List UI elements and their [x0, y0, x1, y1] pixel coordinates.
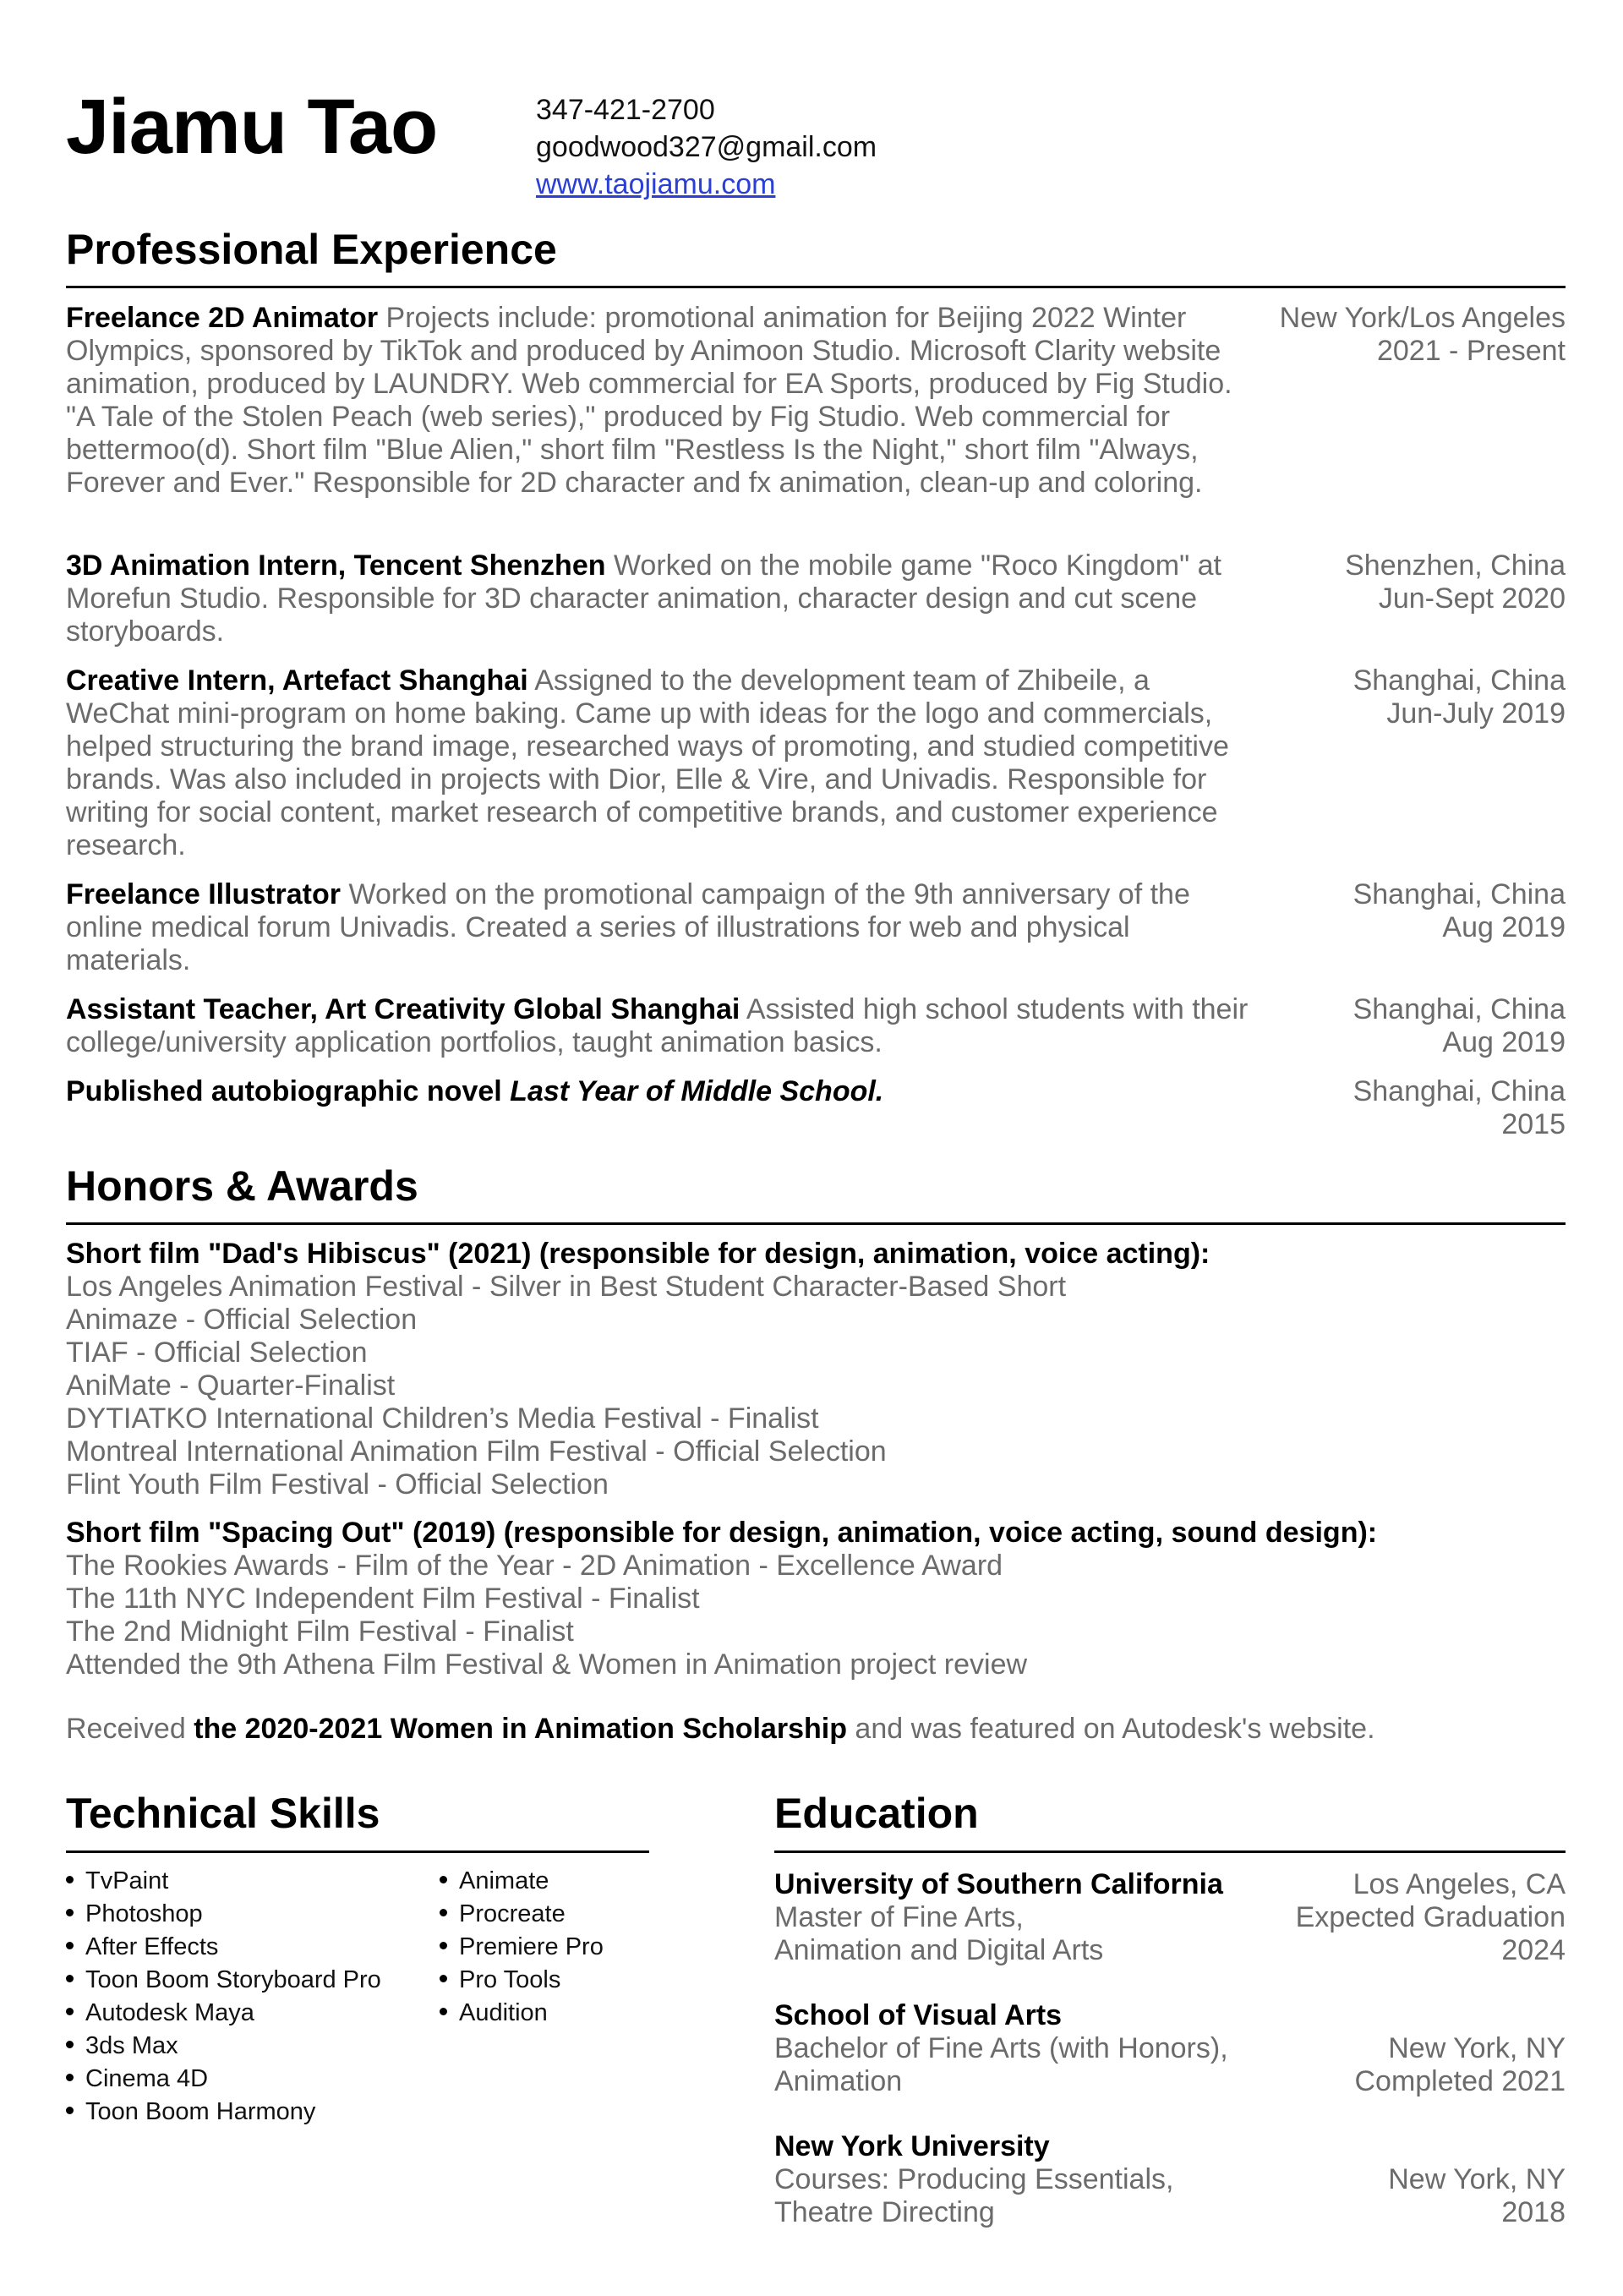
bullet-icon	[66, 1909, 74, 1916]
skill-item	[66, 1931, 381, 1964]
skill-item	[66, 2063, 381, 2096]
job-date: 2021 - Present	[1376, 335, 1566, 367]
skills-heading: Technical Skills	[66, 1790, 380, 1837]
contact-info	[536, 91, 877, 203]
award-item: Los Angeles Animation Festival - Silver in Best Student Character-Based Short	[66, 1271, 1067, 1303]
job-details: Projects include: promotional animation for Beijing 2022 Winter Olympics, sponsored by TikTok and produced by Animoon Studio. Microsoft Clarity website animation, produced by LAUNDRY. Web commercial for EA Sports, produced by Fig Studio. "A Tale of the Stolen Peach (web series)," produced by Fig Studio. Web commercial for bettermoo(d). Short film "Blue Alien," short film "Restless Is the Night," short film "Always, Forever and Ever." Responsible for 2D character and fx animation, clean-up and coloring.	[66, 302, 1232, 499]
honors-divider	[66, 1222, 1566, 1225]
skill-label: 3ds Max	[85, 2032, 178, 2059]
degree-line: Animation and Digital Arts	[774, 1934, 1104, 1966]
education-entry	[774, 1999, 1566, 2101]
bullet-icon	[440, 1876, 447, 1883]
job-date: 2015	[1501, 1108, 1566, 1140]
job-location: Shenzhen, China	[1345, 549, 1566, 582]
degree-line: Courses: Producing Essentials,	[774, 2163, 1174, 2195]
education-location: Los Angeles, CA	[1352, 1868, 1566, 1900]
skill-item	[66, 1865, 381, 1898]
degree-line: Bachelor of Fine Arts (with Honors),	[774, 2032, 1228, 2064]
job-entry	[66, 302, 1566, 533]
skill-label: Procreate	[459, 1900, 566, 1927]
award-item: Montreal International Animation Film Festival - Official Selection	[66, 1435, 887, 1468]
job-description	[66, 302, 1249, 500]
education-divider	[774, 1850, 1566, 1853]
job-details: Worked on the mobile game "Roco Kingdom" at Morefun Studio. Responsible for 3D character animation, character design and cut scene storyboards.	[66, 549, 1221, 648]
bullet-icon	[440, 1975, 447, 1982]
skill-item	[440, 1964, 604, 1997]
bullet-icon	[440, 1909, 447, 1916]
education-meta	[1354, 2032, 1566, 2098]
skill-label: Photoshop	[85, 1900, 203, 1927]
education-heading: Education	[774, 1790, 979, 1837]
job-role: 3D Animation Intern, Tencent Shenzhen	[66, 549, 606, 582]
award-item: The 2nd Midnight Film Festival - Finalist	[66, 1615, 574, 1648]
job-role: Creative Intern, Artefact Shanghai	[66, 664, 528, 697]
job-location: Shanghai, China	[1352, 993, 1566, 1025]
job-meta	[1353, 664, 1566, 730]
job-location: Shanghai, China	[1352, 878, 1566, 910]
experience-divider	[66, 286, 1566, 288]
award-group	[66, 1517, 1566, 1681]
award-item: The Rookies Awards - Film of the Year - 2D Animation - Excellence Award	[66, 1550, 1003, 1582]
school-name: School of Visual Arts	[774, 1999, 1063, 2031]
job-date: Aug 2019	[1442, 911, 1566, 943]
job-entry	[66, 878, 1566, 977]
award-item: AniMate - Quarter-Finalist	[66, 1369, 396, 1402]
degree-line: Theatre Directing	[774, 2196, 995, 2228]
job-description	[66, 549, 1249, 648]
job-meta	[1353, 993, 1566, 1059]
skill-label: Animate	[459, 1867, 549, 1894]
bullet-icon	[66, 2107, 74, 2114]
job-location: New York/Los Angeles	[1279, 302, 1566, 334]
award-item: DYTIATKO International Children’s Media Festival - Finalist	[66, 1402, 819, 1435]
education-location: New York, NY	[1388, 2032, 1566, 2064]
skill-label: Toon Boom Harmony	[85, 2098, 316, 2125]
skill-item	[66, 1997, 381, 2030]
job-entry	[66, 1075, 1566, 1141]
scholarship-note	[66, 1713, 1375, 1746]
award-item: Attended the 9th Athena Film Festival & Women in Animation project review	[66, 1648, 1028, 1681]
bullet-icon	[440, 2008, 447, 2015]
honors-heading: Honors & Awards	[66, 1162, 418, 1210]
skill-label: Premiere Pro	[459, 1933, 604, 1960]
award-item: Animaze - Official Selection	[66, 1304, 418, 1336]
job-date: Aug 2019	[1442, 1026, 1566, 1058]
bullet-icon	[440, 1942, 447, 1949]
scholarship-suffix: and was featured on Autodesk's website.	[846, 1713, 1375, 1745]
skills-column-2	[440, 1865, 604, 2030]
job-meta	[1353, 1075, 1566, 1141]
job-role: Freelance Illustrator	[66, 878, 342, 910]
skill-label: Cinema 4D	[85, 2065, 209, 2092]
job-entry	[66, 664, 1566, 862]
bullet-icon	[66, 2074, 74, 2081]
award-group	[66, 1238, 1566, 1501]
job-description	[66, 1075, 1249, 1108]
bullet-icon	[66, 1876, 74, 1883]
skill-item	[440, 1898, 604, 1931]
bullet-icon	[66, 1942, 74, 1949]
skills-divider	[66, 1850, 649, 1853]
job-date: Jun-July 2019	[1386, 697, 1566, 730]
job-role: Published autobiographic novel	[66, 1075, 511, 1107]
education-entry	[774, 2130, 1566, 2232]
job-details: Assigned to the development team of Zhibeile, a WeChat mini-program on home baking. Came up with ideas for the logo and commercials, helped structuring the brand image, researched ways of promoting, and studied competitive brands. Was also included in projects with Dior, Elle & Vire, and Univadis. Responsible for writing for social content, market research of competitive brands, and customer experience research.	[66, 664, 1229, 861]
degree-line: Animation	[774, 2065, 903, 2097]
job-description	[66, 993, 1249, 1059]
award-item: TIAF - Official Selection	[66, 1337, 368, 1369]
education-entry	[774, 1868, 1566, 1970]
award-group-heading: Short film "Dad's Hibiscus" (2021) (responsible for design, animation, voice acting):	[66, 1238, 1210, 1270]
bullet-icon	[66, 1975, 74, 1982]
job-meta	[1345, 549, 1566, 615]
job-role: Assistant Teacher, Art Creativity Global Shanghai	[66, 993, 740, 1025]
candidate-name: Jiamu Tao	[66, 84, 438, 170]
bullet-icon	[66, 2008, 74, 2015]
job-entry	[66, 993, 1566, 1059]
school-name: New York University	[774, 2130, 1050, 2162]
award-item: Flint Youth Film Festival - Official Selection	[66, 1468, 609, 1501]
skill-item	[66, 2096, 381, 2129]
job-description	[66, 878, 1249, 977]
skill-label: Pro Tools	[459, 1966, 561, 1993]
book-title: Last Year of Middle School.	[510, 1075, 884, 1107]
education-meta	[1388, 2163, 1566, 2229]
job-meta	[1280, 302, 1566, 368]
job-location: Shanghai, China	[1352, 664, 1566, 697]
education-year: 2018	[1501, 2196, 1566, 2228]
phone-number: 347-421-2700	[536, 94, 715, 126]
job-meta	[1353, 878, 1566, 944]
email-address: goodwood327@gmail.com	[536, 131, 877, 163]
education-status: Expected Graduation	[1295, 1901, 1566, 1933]
education-year: 2024	[1501, 1934, 1566, 1966]
job-details: Worked on the promotional campaign of the 9th anniversary of the online medical forum Univadis. Created a series of illustrations for web and physical materials.	[66, 878, 1190, 976]
degree-line: Master of Fine Arts,	[774, 1901, 1024, 1933]
scholarship-prefix: Received	[66, 1713, 194, 1745]
degree-info	[774, 2032, 1228, 2098]
skill-label: Autodesk Maya	[85, 1999, 254, 2026]
skill-label: Audition	[459, 1999, 548, 2026]
job-entry	[66, 549, 1566, 648]
skill-item	[66, 1898, 381, 1931]
skill-item	[66, 2030, 381, 2063]
job-date: Jun-Sept 2020	[1378, 582, 1566, 615]
job-location: Shanghai, China	[1352, 1075, 1566, 1107]
school-name: University of Southern California	[774, 1868, 1223, 1900]
experience-heading: Professional Experience	[66, 226, 557, 273]
degree-info	[774, 2163, 1173, 2229]
website-link[interactable]: www.taojiamu.com	[536, 168, 776, 200]
education-status: Completed 2021	[1354, 2065, 1566, 2097]
skill-item	[440, 1931, 604, 1964]
skill-item	[66, 1964, 381, 1997]
education-meta	[1296, 1868, 1566, 1967]
skills-column-1	[66, 1865, 381, 2129]
education-location: New York, NY	[1388, 2163, 1566, 2195]
job-description	[66, 664, 1249, 862]
scholarship-name: the 2020-2021 Women in Animation Scholarship	[194, 1713, 847, 1745]
skill-label: Toon Boom Storyboard Pro	[85, 1966, 381, 1993]
degree-info	[774, 1901, 1103, 1967]
skill-label: After Effects	[85, 1933, 219, 1960]
skill-item	[440, 1997, 604, 2030]
award-item: The 11th NYC Independent Film Festival - Finalist	[66, 1583, 700, 1615]
skill-item	[440, 1865, 604, 1898]
job-details: Assisted high school students with their college/university application portfolios, taught animation basics.	[66, 993, 1249, 1058]
job-role: Freelance 2D Animator	[66, 302, 379, 334]
bullet-icon	[66, 2041, 74, 2048]
award-group-heading: Short film "Spacing Out" (2019) (responsible for design, animation, voice acting, sound design):	[66, 1517, 1378, 1549]
skill-label: TvPaint	[85, 1867, 169, 1894]
